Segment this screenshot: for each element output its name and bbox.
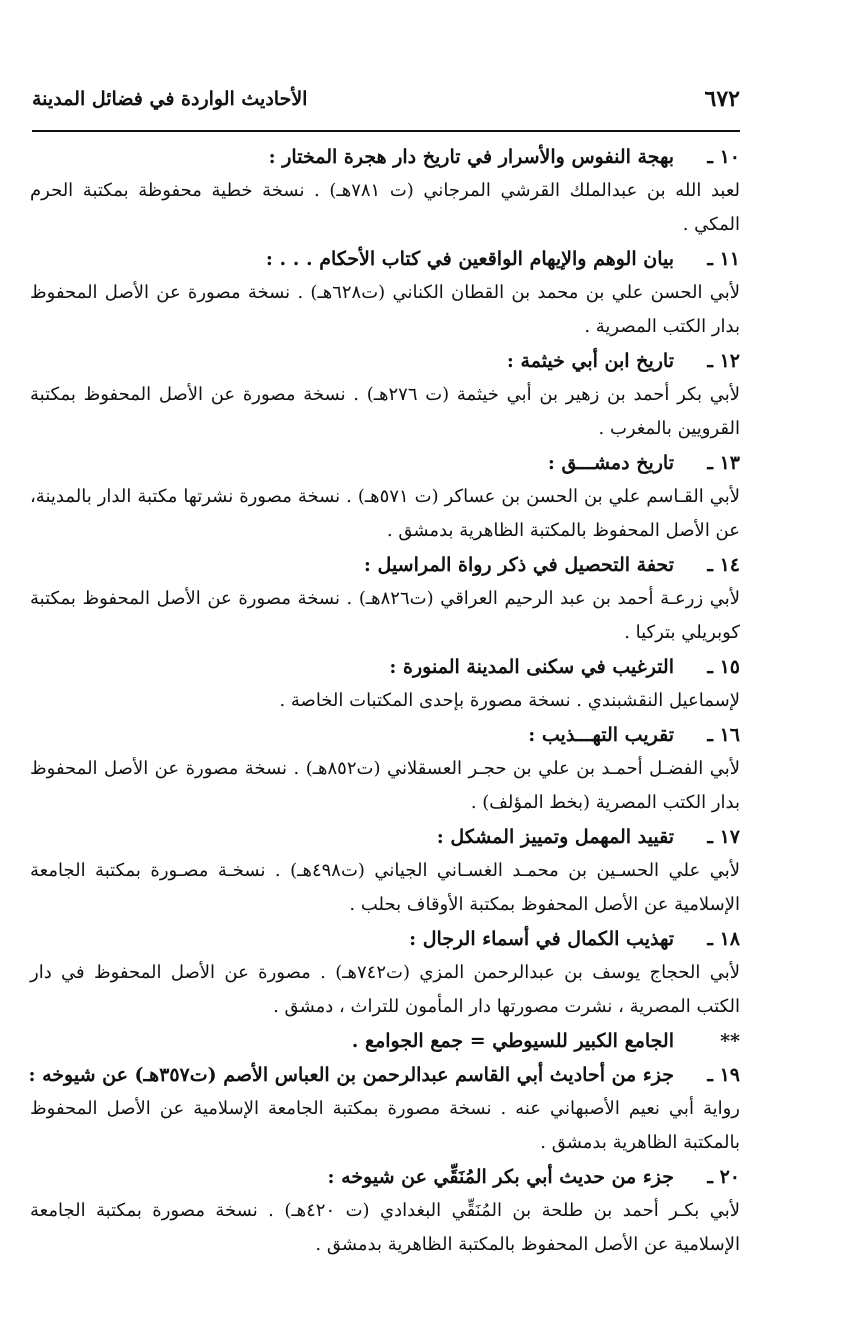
entry-title: تقريب التهـــذيب : — [528, 724, 674, 746]
entry-description: لأبي الفضـل أحمـد بن علي بن حجـر العسقلاني (ت٨٥٢هـ) . نسخة مصورة عن الأصل المحفوظ بدار الكتب المصرية (بخط المؤلف) . — [30, 758, 740, 813]
entry-head — [30, 140, 740, 174]
entry-description: لعبد الله بن عبدالملك القرشي المرجاني (ت ٧٨١هـ) . نسخة خطية محفوظة بمكتبة الحرم المكي . — [30, 180, 740, 235]
entry-description: لإسماعيل النقشبندي . نسخة مصورة بإحدى المكتبات الخاصة . — [279, 690, 740, 711]
bibliography-entry — [30, 820, 740, 922]
bibliography-entry — [30, 344, 740, 446]
entry-number: ** — [720, 1030, 740, 1052]
page-header — [32, 82, 740, 122]
entry-description: لأبي الحجاج يوسف بن عبدالرحمن المزي (ت٧٤٢هـ) . مصورة عن الأصل المحفوظ في دار الكتب المصرية ، نشرت مصورتها دار المأمون للتراث ، دمشق . — [30, 962, 740, 1017]
bibliography-entry — [30, 242, 740, 344]
bibliography-entry — [30, 140, 740, 242]
bibliography-entry — [30, 1024, 740, 1058]
bibliography-entry — [30, 650, 740, 718]
entry-number: ١٦ ـ — [707, 724, 740, 746]
entry-description: لأبي زرعـة أحمد بن عبد الرحيم العراقي (ت٨٢٦هـ) . نسخة مصورة عن الأصل المحفوظ بمكتبة كوبريلي بتركيا . — [30, 588, 740, 643]
bibliography-list — [30, 140, 740, 1262]
entry-number: ١١ ـ — [707, 248, 740, 270]
entry-head — [30, 650, 740, 684]
entry-title: بيان الوهم والإيهام الواقعين في كتاب الأحكام . . . : — [265, 248, 674, 270]
entry-title: جزء من أحاديث أبي القاسم عبدالرحمن بن العباس الأصم (ت٣٥٧هـ) عن شيوخه : — [28, 1064, 674, 1086]
entry-description: لأبي الحسن علي بن محمد بن القطان الكناني (ت٦٢٨هـ) . نسخة مصورة عن الأصل المحفوظ بدار الكتب المصرية . — [30, 282, 740, 337]
entry-description: لأبي القـاسم علي بن الحسن بن عساكر (ت ٥٧١هـ) . نسخة مصورة نشرتها مكتبة الدار بالمدينة، عن الأصل المحفوظ بالمكتبة الظاهرية بدمشق . — [30, 486, 740, 541]
entry-description: لأبي علي الحسـين بن محمـد الغسـاني الجياني (ت٤٩٨هـ) . نسخـة مصـورة بمكتبة الجامعة الإسلامية عن الأصل المحفوظ بمكتبة الأوقاف بحلب . — [30, 860, 741, 915]
entry-number: ١٣ ـ — [707, 452, 740, 474]
entry-description: لأبي بكـر أحمد بن طلحة بن المُنَقِّي البغدادي (ت ٤٢٠هـ) . نسخة مصورة بمكتبة الجامعة الإسلامية عن الأصل المحفوظ بالمكتبة الظاهرية بدمشق . — [30, 1200, 740, 1255]
entry-number: ٢٠ ـ — [707, 1166, 740, 1188]
entry-number: ١٤ ـ — [707, 554, 740, 576]
entry-title: تاريخ ابن أبي خيثمة : — [506, 350, 674, 372]
entry-head — [30, 1058, 740, 1092]
bibliography-entry — [30, 1058, 740, 1160]
entry-head — [30, 1160, 740, 1194]
entry-title: جزء من حديث أبي بكر المُنَقِّي عن شيوخه : — [327, 1166, 674, 1188]
entry-head — [30, 922, 740, 956]
entry-title: تهذيب الكمال في أسماء الرجال : — [409, 928, 674, 950]
entry-head — [30, 1024, 740, 1058]
entry-head — [30, 548, 740, 582]
header-rule — [32, 130, 740, 132]
page-number: ٦٧٢ — [704, 86, 740, 112]
bibliography-entry — [30, 718, 740, 820]
entry-number: ١٥ ـ — [707, 656, 740, 678]
entry-number: ١٩ ـ — [707, 1064, 740, 1086]
entry-number: ١٧ ـ — [707, 826, 740, 848]
running-title: الأحاديث الواردة في فضائل المدينة — [32, 88, 308, 110]
entry-title: تاريخ دمشـــق : — [547, 452, 674, 474]
entry-head — [30, 344, 740, 378]
entry-title: تقييد المهمل وتمييز المشكل : — [436, 826, 674, 848]
entry-title: بهجة النفوس والأسرار في تاريخ دار هجرة المختار : — [268, 146, 674, 168]
entry-head — [30, 242, 740, 276]
entry-title: تحفة التحصيل في ذكر رواة المراسيل : — [363, 554, 674, 576]
bibliography-entry — [30, 1160, 740, 1262]
entry-head — [30, 446, 740, 480]
entry-head — [30, 718, 740, 752]
entry-number: ١٨ ـ — [707, 928, 740, 950]
bibliography-entry — [30, 548, 740, 650]
bibliography-entry — [30, 446, 740, 548]
entry-title: الترغيب في سكنى المدينة المنورة : — [389, 656, 674, 678]
entry-number: ١٠ ـ — [707, 146, 740, 168]
entry-description: لأبي بكر أحمد بن زهير بن أبي خيثمة (ت ٢٧٦هـ) . نسخة مصورة عن الأصل المحفوظ بمكتبة القرويين بالمغرب . — [30, 384, 740, 439]
entry-number: ١٢ ـ — [707, 350, 740, 372]
bibliography-entry — [30, 922, 740, 1024]
entry-description: رواية أبي نعيم الأصبهاني عنه . نسخة مصورة بمكتبة الجامعة الإسلامية عن الأصل المحفوظ بالمكتبة الظاهرية بدمشق . — [30, 1098, 740, 1153]
entry-title: الجامع الكبير للسيوطي = جمع الجوامع . — [351, 1030, 674, 1052]
entry-head — [30, 820, 740, 854]
